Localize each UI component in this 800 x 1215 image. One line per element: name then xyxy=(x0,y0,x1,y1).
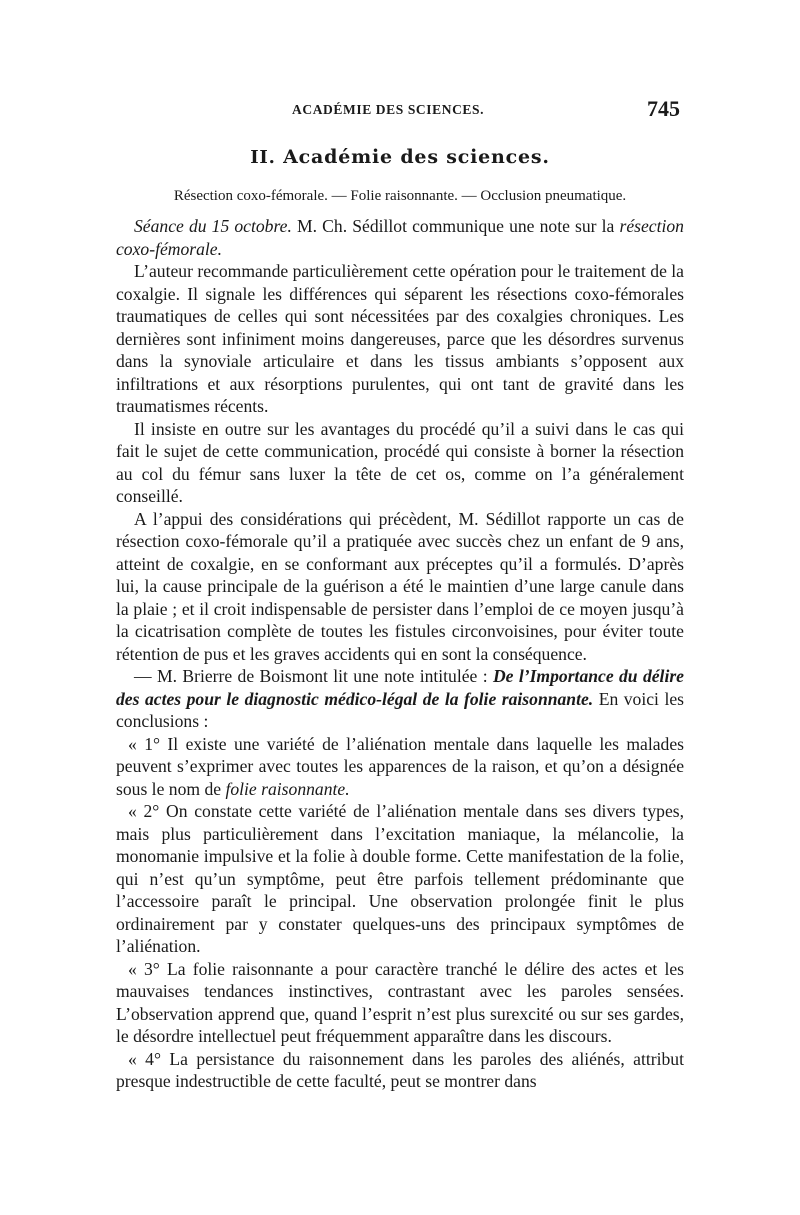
running-title: ACADÉMIE DES SCIENCES. xyxy=(292,102,485,117)
article-body xyxy=(116,215,684,1093)
section-number: II. xyxy=(250,147,276,168)
page-number: 745 xyxy=(647,96,680,121)
conclusion-1-lead: « 1° Il existe une variété de l’aliénation mentale dans laquelle les malades peuvent s’exprimer avec toutes les apparences de la raison, et qu’on a désignée sous le nom de xyxy=(116,733,684,799)
book-page xyxy=(116,96,684,1093)
conclusion-1 xyxy=(116,733,684,801)
paragraph-5-tail: En voici les conclusions : xyxy=(116,688,684,731)
section-heading xyxy=(116,146,684,168)
paragraph-1 xyxy=(116,215,684,260)
session-date: Séance du 15 octobre. xyxy=(134,216,292,236)
conclusion-1-term: folie raisonnante. xyxy=(225,778,350,799)
paragraph-5-title: De l’Importance du délire des actes pour le diagnostic médico-légal de la folie raisonnante. xyxy=(116,666,684,709)
conclusion-2: « 2° On constate cette variété de l’aliénation mentale dans ses divers types, mais plus particulièrement dans l’excitation maniaque, la mélancolie, la monomanie impulsive et la folie à double forme. Cette manifestation de la folie, qui n’est qu’un symptôme, peut être parfois tellement prédominante que l’accessoire paraît le principal. Une observation prolongée finit le plus ordinairement par y constater quelques-uns des principaux symptômes de l’aliénation. xyxy=(116,801,684,956)
paragraph-1-title: résection coxo-fémorale. xyxy=(116,216,684,259)
section-title: Académie des sciences. xyxy=(283,146,550,168)
page-header xyxy=(116,96,684,126)
paragraph-1-text: M. Ch. Sédillot communique une note sur la xyxy=(291,216,620,236)
section-summary: Résection coxo-fémorale. — Folie raisonnante. — Occlusion pneumatique. xyxy=(173,188,627,204)
paragraph-2: L’auteur recommande particulièrement cette opération pour le traitement de la coxalgie. Il signale les différences qui séparent les résections coxo-fémorales traumatiques de celles qui sont nécessitées par des coxalgies chroniques. Les dernières sont infiniment moins dangereuses, parce que les désordres survenus dans la synoviale articulaire et dans les tissus ambiants s’opposent aux infiltrations et aux résorptions purulentes, qui ont tant de gravité dans les traumatismes récents. xyxy=(116,261,684,416)
conclusion-3: « 3° La folie raisonnante a pour caractère tranché le délire des actes et les mauvaises tendances instinctives, contrastant avec les paroles sensées. L’observation apprend que, quand l’esprit n’est plus surexcité ou sur ses gardes, le désordre intellectuel peut fréquemment apparaître dans les discours. xyxy=(116,958,684,1046)
paragraph-5-lead: — M. Brierre de Boismont lit une note intitulée : xyxy=(134,666,493,686)
paragraph-4: A l’appui des considérations qui précèdent, M. Sédillot rapporte un cas de résection coxo-fémorale qu’il a pratiquée avec succès chez un enfant de 9 ans, atteint de coxalgie, en se conformant aux préceptes qu’il a formulés. D’après lui, la cause principale de la guérison a été le maintien d’une large canule dans la plaie ; et il croit indispensable de persister dans l’emploi de ce moyen jusqu’à la cicatrisation complète de toutes les fistules circonvoisines, pour éviter toute rétention de pus et les graves accidents qui en sont la conséquence. xyxy=(116,508,684,664)
conclusion-4: « 4° La persistance du raisonnement dans les paroles des aliénés, attribut presque indestructible de cette faculté, peut se montrer dans xyxy=(116,1048,684,1091)
paragraph-5 xyxy=(116,665,684,733)
paragraph-3: Il insiste en outre sur les avantages du procédé qu’il a suivi dans le cas qui fait le sujet de cette communication, procédé qui consiste à borner la résection au col du fémur sans luxer la tête de cet os, comme on l’a généralement conseillé. xyxy=(116,418,684,506)
